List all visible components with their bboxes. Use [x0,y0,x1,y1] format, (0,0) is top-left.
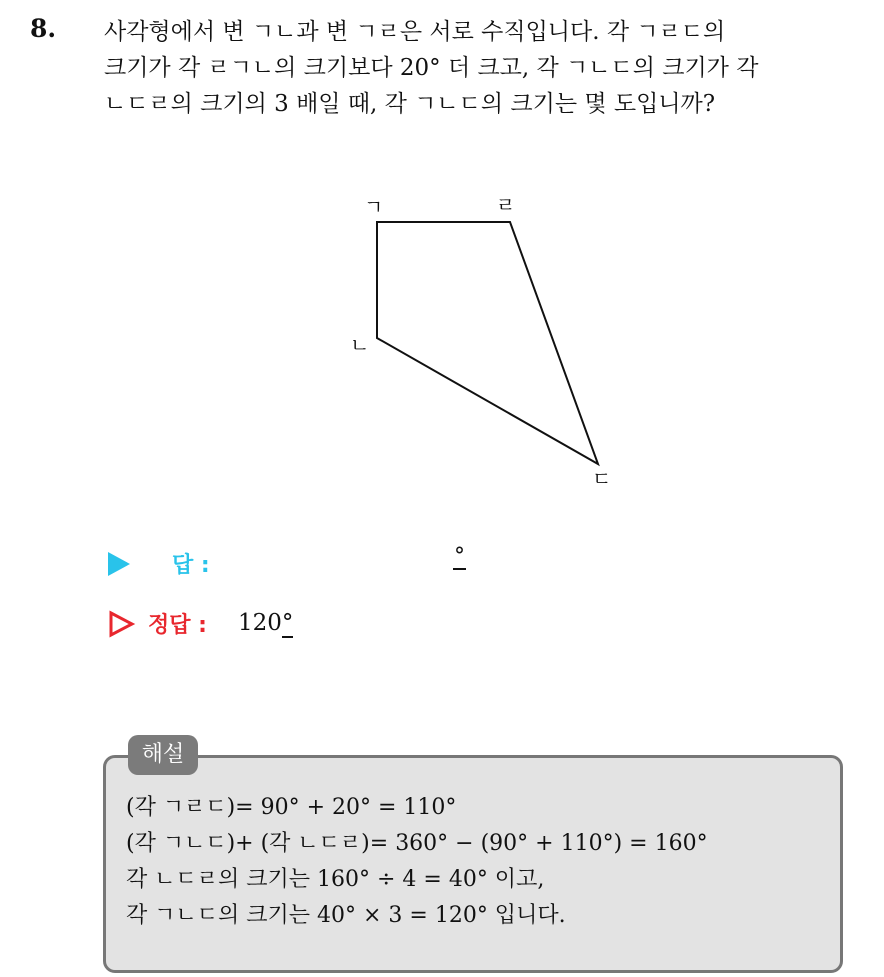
question-number: 8. [30,14,57,43]
explanation-line-2: (각 ㄱㄴㄷ)+ (각 ㄴㄷㄹ)= 360° − (90° + 110°) = 160° [126,831,708,856]
correct-answer-label: 정답 : [148,613,207,638]
outline-triangle-icon [108,610,136,638]
correct-number: 120 [238,610,282,636]
quadrilateral-figure [330,180,630,490]
correct-answer-value [238,610,293,636]
correct-unit: ° [281,610,294,636]
explanation-line-1: (각 ㄱㄹㄷ)= 90° + 20° = 110° [126,795,457,820]
explanation-tab: 해설 [128,735,198,775]
explanation-line-4: 각 ㄱㄴㄷ의 크기는 40° × 3 = 120° 입니다. [126,903,566,928]
question-line-3: ㄴㄷㄹ의 크기의 3 배일 때, 각 ㄱㄴㄷ의 크기는 몇 도입니까? [104,91,716,117]
explanation-text [126,790,708,934]
vertex-label-rieul: ㄹ [496,193,516,217]
vertex-label-nieun: ㄴ [350,333,370,357]
vertex-label-digeut: ㄷ [592,467,612,490]
answer-blank-unit[interactable]: ° [454,544,465,569]
question-line-2: 크기가 각 ㄹㄱㄴ의 크기보다 20° 더 크고, 각 ㄱㄴㄷ의 크기가 각 [104,55,759,81]
vertex-label-giyeok: ㄱ [364,195,384,219]
play-triangle-icon [108,552,130,576]
explanation-line-3: 각 ㄴㄷㄹ의 크기는 160° ÷ 4 = 40° 이고, [126,867,545,892]
question-text [104,14,869,122]
quadrilateral-shape [377,222,598,464]
question-line-1: 사각형에서 변 ㄱㄴ과 변 ㄱㄹ은 서로 수직입니다. 각 ㄱㄹㄷ의 [104,19,726,45]
answer-label: 답 : [172,553,210,578]
